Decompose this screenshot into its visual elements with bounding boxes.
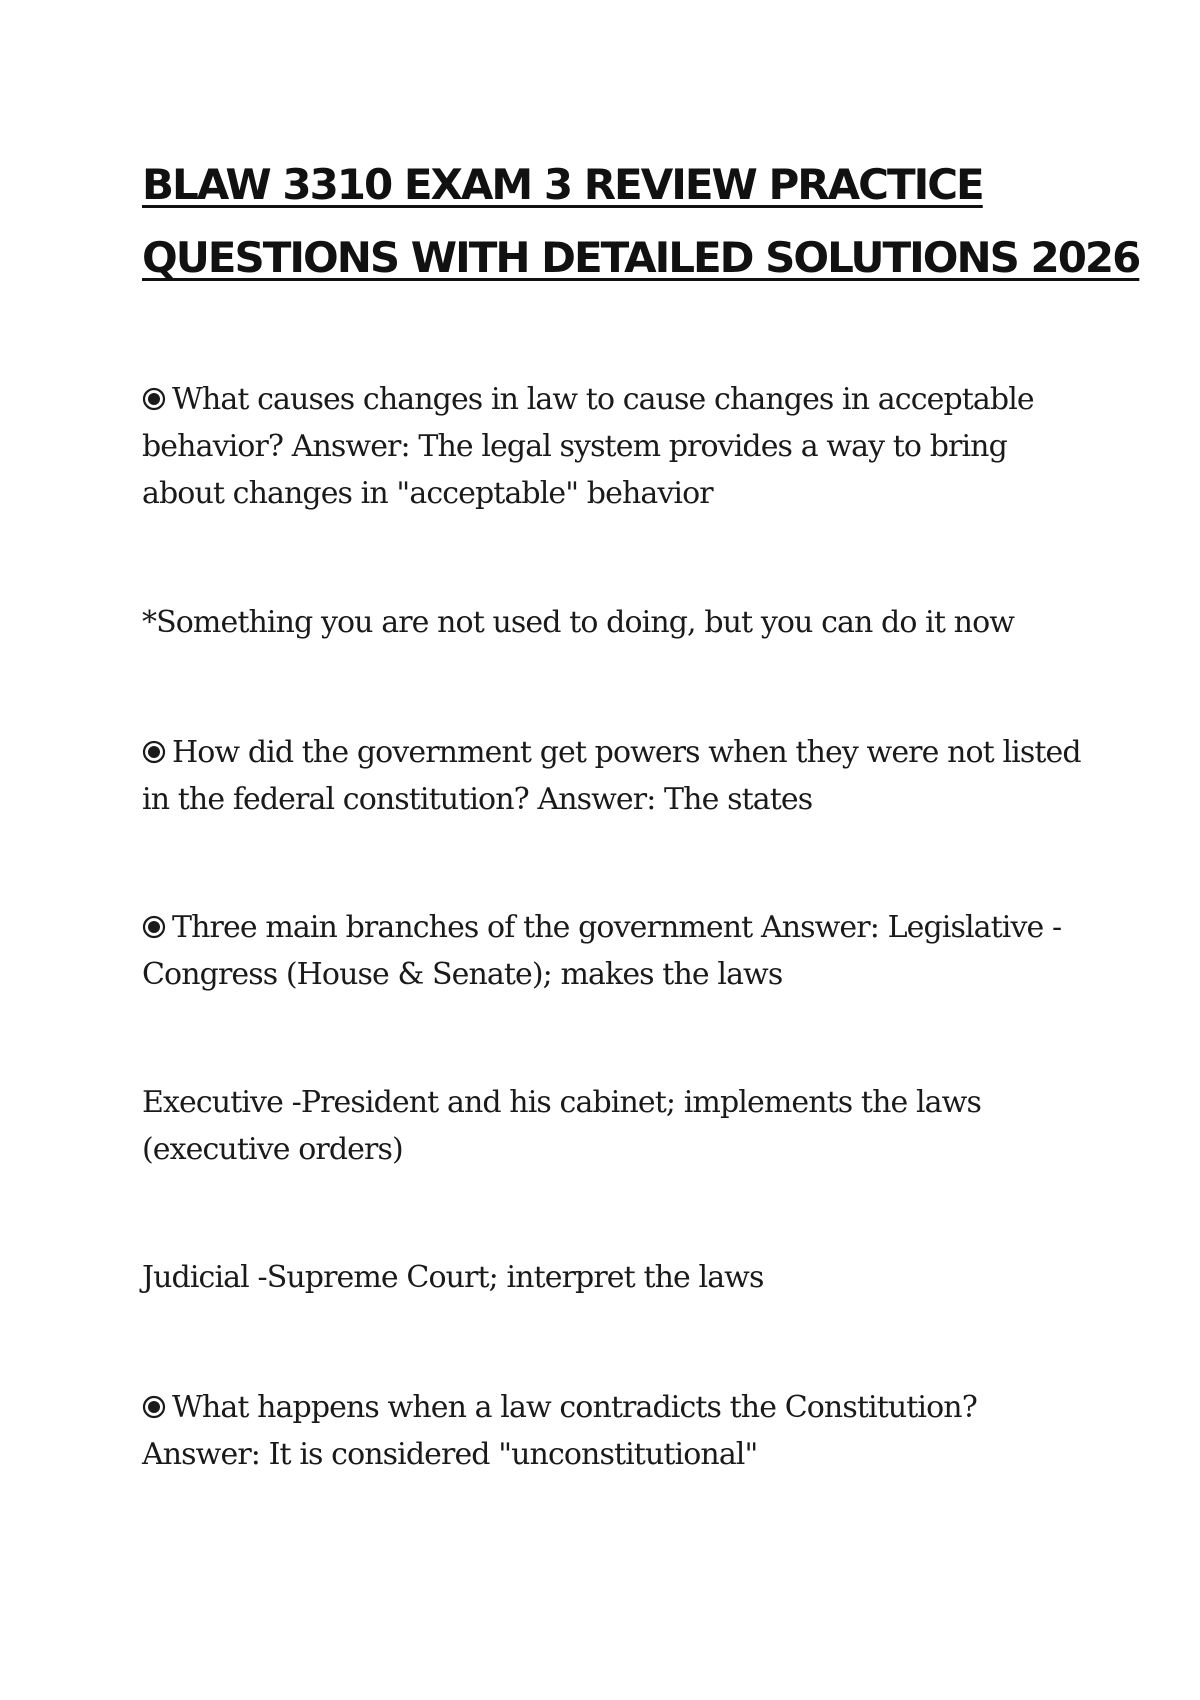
note-text: Judicial -Supreme Court; interpret the laws [142, 1260, 764, 1295]
question-text: How did the government get powers when they were not listed in the federal constitution? Answer: The states [142, 735, 1081, 817]
question-block [142, 729, 1082, 823]
radio-bullet-icon [142, 740, 166, 764]
document-title-line-2: QUESTIONS WITH DETAILED SOLUTIONS 2026 [142, 233, 1140, 282]
radio-bullet-icon [142, 915, 166, 939]
note-block [142, 1254, 1082, 1301]
question-block [142, 1384, 1082, 1478]
radio-bullet-icon [142, 1395, 166, 1419]
radio-bullet-icon [142, 387, 166, 411]
document-title [142, 148, 1140, 294]
question-text: What causes changes in law to cause changes in acceptable behavior? Answer: The legal system provides a way to bring about changes in "acceptable" behavior [142, 382, 1034, 511]
document-title-line-1: BLAW 3310 EXAM 3 REVIEW PRACTICE [142, 160, 983, 209]
question-text: Three main branches of the government Answer: Legislative -Congress (House & Senate); makes the laws [142, 910, 1062, 992]
question-block [142, 376, 1082, 517]
question-block [142, 904, 1082, 998]
question-text: What happens when a law contradicts the Constitution? Answer: It is considered "unconstitutional" [142, 1390, 977, 1472]
note-block [142, 599, 1082, 646]
note-text: *Something you are not used to doing, but you can do it now [142, 605, 1015, 640]
note-block [142, 1079, 1082, 1173]
note-text: Executive -President and his cabinet; implements the laws (executive orders) [142, 1085, 981, 1167]
